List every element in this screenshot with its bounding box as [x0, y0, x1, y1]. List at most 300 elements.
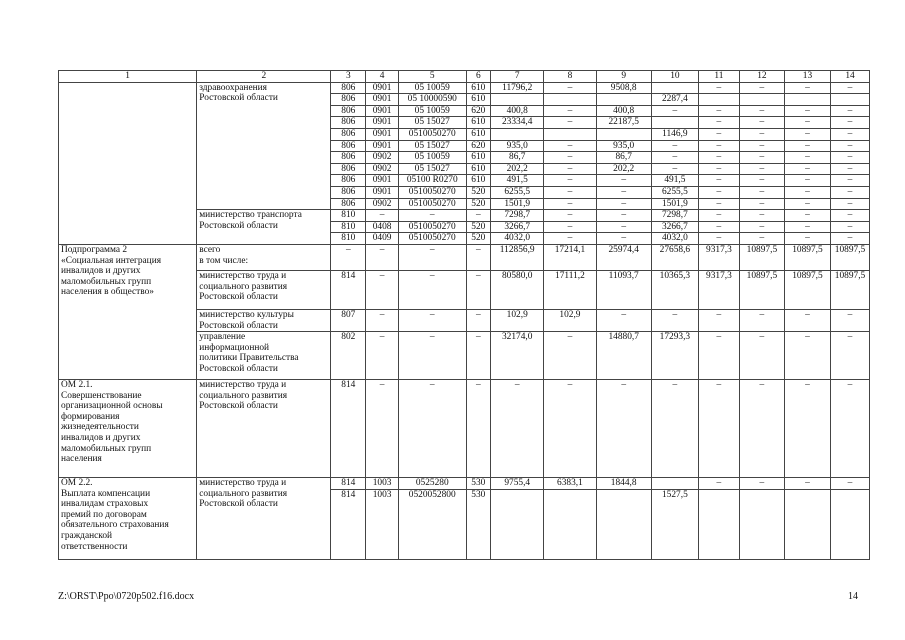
cell-c4: – — [366, 244, 399, 270]
cell-c13: – — [784, 186, 830, 198]
cell-c6: – — [466, 244, 491, 270]
cell-c13: – — [784, 140, 830, 152]
cell-c3: 807 — [331, 309, 366, 331]
col-header: 10 — [651, 71, 698, 83]
cell-c10: 3266,7 — [651, 221, 698, 233]
cell-c10 — [651, 82, 698, 94]
cell-c13: – — [784, 198, 830, 210]
cell-c5: – — [398, 309, 466, 331]
col-header: 11 — [698, 71, 739, 83]
cell-c4: 0901 — [366, 175, 399, 187]
cell-c5: 0510050270 — [398, 186, 466, 198]
cell-line: информационной — [199, 342, 270, 353]
cell-c12: – — [739, 163, 784, 175]
cell-line: ОМ 2.2. — [61, 478, 93, 489]
cell-line: жизнедеятельности — [61, 422, 139, 433]
cell-c12 — [739, 94, 784, 106]
cell-c6: – — [466, 380, 491, 478]
col-header: 9 — [596, 71, 651, 83]
cell-c3: 814 — [331, 270, 366, 309]
cell-c6: – — [466, 309, 491, 331]
cell-c8: 102,9 — [544, 309, 596, 331]
cell-c7: 935,0 — [491, 140, 544, 152]
col-header: 3 — [331, 71, 366, 83]
cell-c6: 610 — [466, 152, 491, 164]
cell-c4: 0902 — [366, 163, 399, 175]
cell-c10: 1527,5 — [651, 490, 698, 560]
cell-c7: 11796,2 — [491, 82, 544, 94]
cell-c3: 806 — [331, 186, 366, 198]
cell-c5: 05 10059 — [398, 105, 466, 117]
cell-c5: 0525280 — [398, 478, 466, 490]
cell-c12: – — [739, 117, 784, 129]
cell-line: Ростовской области — [199, 292, 278, 303]
cell-c13: – — [784, 175, 830, 187]
col-header: 6 — [466, 71, 491, 83]
cell-c3: 814 — [331, 380, 366, 478]
cell-c5: 05 15027 — [398, 140, 466, 152]
cell-line: населения в общество» — [61, 287, 154, 298]
cell-c13: 10897,5 — [784, 270, 830, 309]
cell-c8: – — [544, 117, 596, 129]
cell-c13: – — [784, 332, 830, 380]
cell-c14 — [831, 94, 870, 106]
cell-c3: 806 — [331, 117, 366, 129]
cell-c13: – — [784, 380, 830, 478]
cell-c3: 810 — [331, 210, 366, 222]
cell-c12: – — [739, 105, 784, 117]
cell-c9 — [596, 128, 651, 140]
cell-c14: – — [831, 128, 870, 140]
cell-c6: 610 — [466, 82, 491, 94]
col-header: 8 — [544, 71, 596, 83]
table-row — [59, 380, 870, 478]
cell-c5: 05100 R0270 — [398, 175, 466, 187]
cell-c3: 814 — [331, 478, 366, 490]
footer-file-path: Z:\ORST\Ppo\0720p502.f16.docx — [58, 591, 195, 602]
cell-line: министерство труда и — [199, 270, 287, 281]
cell-c4: 1003 — [366, 478, 399, 490]
cell-line: населения — [61, 454, 102, 465]
cell-c8: – — [544, 210, 596, 222]
cell-c3: 814 — [331, 490, 366, 560]
cell-c5: – — [398, 244, 466, 270]
cell-line: организационной основы — [61, 401, 163, 412]
cell-c9: 22187,5 — [596, 117, 651, 129]
cell-line: Выплата компенсации — [61, 488, 151, 499]
cell-c7: 4032,0 — [491, 233, 544, 245]
cell-c4: 0901 — [366, 128, 399, 140]
cell-c9: 400,8 — [596, 105, 651, 117]
cell-c6: 610 — [466, 163, 491, 175]
cell-c14 — [831, 490, 870, 560]
cell-c12 — [739, 490, 784, 560]
cell-c4: – — [366, 270, 399, 309]
cell-c5: – — [398, 210, 466, 222]
cell-c9: – — [596, 380, 651, 478]
cell-c8: – — [544, 221, 596, 233]
col-header: 2 — [197, 71, 331, 83]
cell-line: политики Правительства — [199, 353, 299, 364]
cell-line: Совершенствование — [61, 390, 142, 401]
cell-c6: 610 — [466, 117, 491, 129]
col-header: 7 — [491, 71, 544, 83]
cell-c5: 0510050270 — [398, 128, 466, 140]
cell-c11: – — [698, 117, 739, 129]
cell-c11: – — [698, 82, 739, 94]
cell-c13 — [784, 94, 830, 106]
cell-c6: 610 — [466, 94, 491, 106]
cell-c7: 80580,0 — [491, 270, 544, 309]
cell-c9: – — [596, 233, 651, 245]
cell-c7: 491,5 — [491, 175, 544, 187]
header-row — [59, 71, 870, 83]
cell-c8: – — [544, 105, 596, 117]
cell-c13: – — [784, 117, 830, 129]
cell-c5: 0510050270 — [398, 221, 466, 233]
cell-c3: 802 — [331, 332, 366, 380]
cell-c5: 05 10059 — [398, 152, 466, 164]
cell-c12: – — [739, 221, 784, 233]
col-header: 1 — [59, 71, 197, 83]
cell-c11: 9317,3 — [698, 270, 739, 309]
cell-c13: – — [784, 309, 830, 331]
cell-c4: – — [366, 380, 399, 478]
cell-line: Ростовской области — [199, 499, 278, 510]
cell-c6: – — [466, 210, 491, 222]
cell-line: министерство труда и — [199, 478, 287, 489]
cell-c4: 0408 — [366, 221, 399, 233]
cell-c6: 610 — [466, 175, 491, 187]
cell-c10: – — [651, 152, 698, 164]
cell-c10: 17293,3 — [651, 332, 698, 380]
col-header: 5 — [398, 71, 466, 83]
cell-c9: 9508,8 — [596, 82, 651, 94]
col-header: 13 — [784, 71, 830, 83]
cell-line: гражданской — [61, 531, 113, 542]
cell-c14: 10897,5 — [831, 244, 870, 270]
cell-c3: 806 — [331, 152, 366, 164]
cell-c10: 4032,0 — [651, 233, 698, 245]
cell-c10: 491,5 — [651, 175, 698, 187]
executor-cell — [197, 210, 331, 245]
cell-c6: 520 — [466, 221, 491, 233]
cell-c10: – — [651, 380, 698, 478]
cell-line: социального развития — [199, 281, 288, 292]
cell-c9: – — [596, 221, 651, 233]
cell-c12: – — [739, 128, 784, 140]
cell-c8: – — [544, 380, 596, 478]
program-name-cell — [59, 82, 197, 244]
cell-line: инвалидов и других — [61, 433, 141, 444]
cell-c14: – — [831, 380, 870, 478]
executor-cell — [197, 82, 331, 210]
cell-c4: 0409 — [366, 233, 399, 245]
cell-c11: – — [698, 233, 739, 245]
cell-c14: – — [831, 233, 870, 245]
cell-c13 — [784, 490, 830, 560]
cell-line: министерство транспорта — [199, 210, 302, 221]
cell-c14: – — [831, 105, 870, 117]
cell-c5: 05 10000590 — [398, 94, 466, 106]
cell-c9: 86,7 — [596, 152, 651, 164]
cell-c8: – — [544, 163, 596, 175]
cell-c10 — [651, 478, 698, 490]
cell-c6: – — [466, 332, 491, 380]
cell-c7 — [491, 128, 544, 140]
cell-c11: – — [698, 332, 739, 380]
cell-line: управление — [199, 332, 246, 343]
cell-c8: 17214,1 — [544, 244, 596, 270]
program-name-cell — [59, 380, 197, 478]
cell-c12: – — [739, 82, 784, 94]
cell-c8: – — [544, 152, 596, 164]
cell-c8: – — [544, 332, 596, 380]
cell-line: социального развития — [199, 488, 288, 499]
cell-c13: – — [784, 105, 830, 117]
cell-c6: 520 — [466, 233, 491, 245]
cell-c7 — [491, 490, 544, 560]
cell-c11: – — [698, 152, 739, 164]
col-header: 12 — [739, 71, 784, 83]
cell-c14: – — [831, 163, 870, 175]
cell-c10 — [651, 117, 698, 129]
cell-c11: – — [698, 163, 739, 175]
cell-c11: – — [698, 186, 739, 198]
cell-c14: – — [831, 332, 870, 380]
cell-c9: – — [596, 175, 651, 187]
cell-c8: – — [544, 198, 596, 210]
cell-c14: – — [831, 82, 870, 94]
cell-c9 — [596, 490, 651, 560]
cell-c13: – — [784, 128, 830, 140]
cell-c5: 0510050270 — [398, 233, 466, 245]
cell-c3: 806 — [331, 198, 366, 210]
cell-c14: – — [831, 309, 870, 331]
cell-c7 — [491, 94, 544, 106]
cell-line: ОМ 2.1. — [61, 380, 93, 391]
cell-c4: 0901 — [366, 82, 399, 94]
cell-c14: 10897,5 — [831, 270, 870, 309]
cell-c4: – — [366, 210, 399, 222]
cell-line: Ростовской области — [199, 220, 278, 231]
cell-c9: 14880,7 — [596, 332, 651, 380]
cell-line: ответственности — [61, 541, 128, 552]
cell-c8: – — [544, 233, 596, 245]
cell-c6: – — [466, 270, 491, 309]
cell-c4: 0902 — [366, 152, 399, 164]
cell-c9: 11093,7 — [596, 270, 651, 309]
cell-line: Ростовской области — [199, 320, 278, 331]
cell-c6: 520 — [466, 186, 491, 198]
cell-c11: 9317,3 — [698, 244, 739, 270]
program-name-cell — [59, 244, 197, 379]
cell-c8: – — [544, 140, 596, 152]
cell-c4: 1003 — [366, 490, 399, 560]
cell-c3: 806 — [331, 140, 366, 152]
cell-c11 — [698, 94, 739, 106]
cell-c8: – — [544, 82, 596, 94]
cell-c9: – — [596, 198, 651, 210]
cell-c13: – — [784, 478, 830, 490]
cell-line: всего — [199, 244, 221, 255]
cell-c4: 0902 — [366, 198, 399, 210]
cell-c10: 27658,6 — [651, 244, 698, 270]
cell-c8 — [544, 128, 596, 140]
cell-c4: – — [366, 309, 399, 331]
cell-c10: – — [651, 105, 698, 117]
cell-c4: 0901 — [366, 94, 399, 106]
cell-line: обязательного страхования — [61, 520, 169, 531]
cell-c5: – — [398, 270, 466, 309]
cell-c6: 610 — [466, 128, 491, 140]
cell-c11 — [698, 490, 739, 560]
table-row — [59, 478, 870, 490]
cell-c14: – — [831, 221, 870, 233]
cell-line: формирования — [61, 411, 120, 422]
cell-c14: – — [831, 198, 870, 210]
cell-line: маломобильных групп — [61, 443, 152, 454]
cell-c4: 0901 — [366, 117, 399, 129]
cell-c12: – — [739, 332, 784, 380]
cell-c6: 530 — [466, 478, 491, 490]
cell-c6: 530 — [466, 490, 491, 560]
cell-c7: 102,9 — [491, 309, 544, 331]
cell-c8: 17111,2 — [544, 270, 596, 309]
cell-line: маломобильных групп — [61, 276, 152, 287]
cell-c9: 1844,8 — [596, 478, 651, 490]
cell-c11: – — [698, 198, 739, 210]
cell-c9: – — [596, 210, 651, 222]
cell-c7: 86,7 — [491, 152, 544, 164]
cell-c7: 3266,7 — [491, 221, 544, 233]
executor-cell — [197, 478, 331, 560]
cell-c7: 7298,7 — [491, 210, 544, 222]
cell-c5: 0520052800 — [398, 490, 466, 560]
cell-c13: – — [784, 82, 830, 94]
table-row — [59, 244, 870, 270]
cell-c9: – — [596, 309, 651, 331]
cell-c10: 6255,5 — [651, 186, 698, 198]
cell-c11: – — [698, 210, 739, 222]
cell-c12: – — [739, 309, 784, 331]
cell-c12: – — [739, 140, 784, 152]
cell-c13: – — [784, 233, 830, 245]
cell-c3: 806 — [331, 105, 366, 117]
cell-c9: 202,2 — [596, 163, 651, 175]
cell-c12: – — [739, 233, 784, 245]
cell-c14: – — [831, 117, 870, 129]
cell-c10: 1146,9 — [651, 128, 698, 140]
cell-c8 — [544, 490, 596, 560]
cell-c3: 806 — [331, 94, 366, 106]
cell-c12: 10897,5 — [739, 244, 784, 270]
cell-line: Ростовской области — [199, 401, 278, 412]
col-header: 14 — [831, 71, 870, 83]
executor-cell — [197, 332, 331, 380]
program-name-cell — [59, 478, 197, 560]
cell-c11: – — [698, 175, 739, 187]
budget-table — [58, 70, 870, 560]
cell-c9: 935,0 — [596, 140, 651, 152]
cell-c11: – — [698, 380, 739, 478]
cell-c6: 520 — [466, 198, 491, 210]
cell-c3: 806 — [331, 163, 366, 175]
cell-line: здравоохранения — [199, 82, 267, 93]
cell-c13: – — [784, 163, 830, 175]
cell-c10: 10365,3 — [651, 270, 698, 309]
cell-c10: – — [651, 140, 698, 152]
cell-c14: – — [831, 186, 870, 198]
cell-line: социального развития — [199, 390, 288, 401]
cell-c14: – — [831, 210, 870, 222]
cell-c3: – — [331, 244, 366, 270]
cell-c13: – — [784, 221, 830, 233]
cell-c12: – — [739, 210, 784, 222]
cell-c9 — [596, 94, 651, 106]
cell-c12: – — [739, 175, 784, 187]
cell-c7: 400,8 — [491, 105, 544, 117]
cell-line: министерство культуры — [199, 309, 294, 320]
cell-c3: 810 — [331, 233, 366, 245]
cell-c3: 806 — [331, 128, 366, 140]
cell-c7: 23334,4 — [491, 117, 544, 129]
cell-c7: 1501,9 — [491, 198, 544, 210]
cell-c11: – — [698, 128, 739, 140]
cell-c4: 0901 — [366, 105, 399, 117]
executor-cell — [197, 309, 331, 331]
cell-c14: – — [831, 140, 870, 152]
cell-c8 — [544, 94, 596, 106]
cell-c4: 0901 — [366, 140, 399, 152]
cell-c3: 810 — [331, 221, 366, 233]
cell-c12: 10897,5 — [739, 270, 784, 309]
executor-cell — [197, 244, 331, 270]
cell-line: инвалидов и других — [61, 266, 141, 277]
cell-c10: – — [651, 309, 698, 331]
cell-c14: – — [831, 152, 870, 164]
cell-c5: – — [398, 380, 466, 478]
col-header: 4 — [366, 71, 399, 83]
cell-line: премий по договорам — [61, 509, 147, 520]
cell-c10: 1501,9 — [651, 198, 698, 210]
cell-c7: 112856,9 — [491, 244, 544, 270]
cell-c12: – — [739, 380, 784, 478]
cell-c5: 05 10059 — [398, 82, 466, 94]
cell-line: Ростовской области — [199, 93, 278, 104]
cell-line: министерство труда и — [199, 380, 287, 391]
cell-c10: 7298,7 — [651, 210, 698, 222]
cell-c3: 806 — [331, 175, 366, 187]
cell-c11: – — [698, 478, 739, 490]
cell-c11: – — [698, 105, 739, 117]
cell-c10: – — [651, 163, 698, 175]
cell-c12: – — [739, 478, 784, 490]
cell-c6: 620 — [466, 105, 491, 117]
cell-c7: 202,2 — [491, 163, 544, 175]
cell-c9: 25974,4 — [596, 244, 651, 270]
table-row — [59, 82, 870, 94]
cell-line: «Социальная интеграция — [61, 255, 162, 266]
cell-c11: – — [698, 140, 739, 152]
cell-c12: – — [739, 152, 784, 164]
cell-c12: – — [739, 198, 784, 210]
executor-cell — [197, 380, 331, 478]
cell-c3: 806 — [331, 82, 366, 94]
cell-c12: – — [739, 186, 784, 198]
cell-c8: – — [544, 186, 596, 198]
cell-c13: – — [784, 210, 830, 222]
